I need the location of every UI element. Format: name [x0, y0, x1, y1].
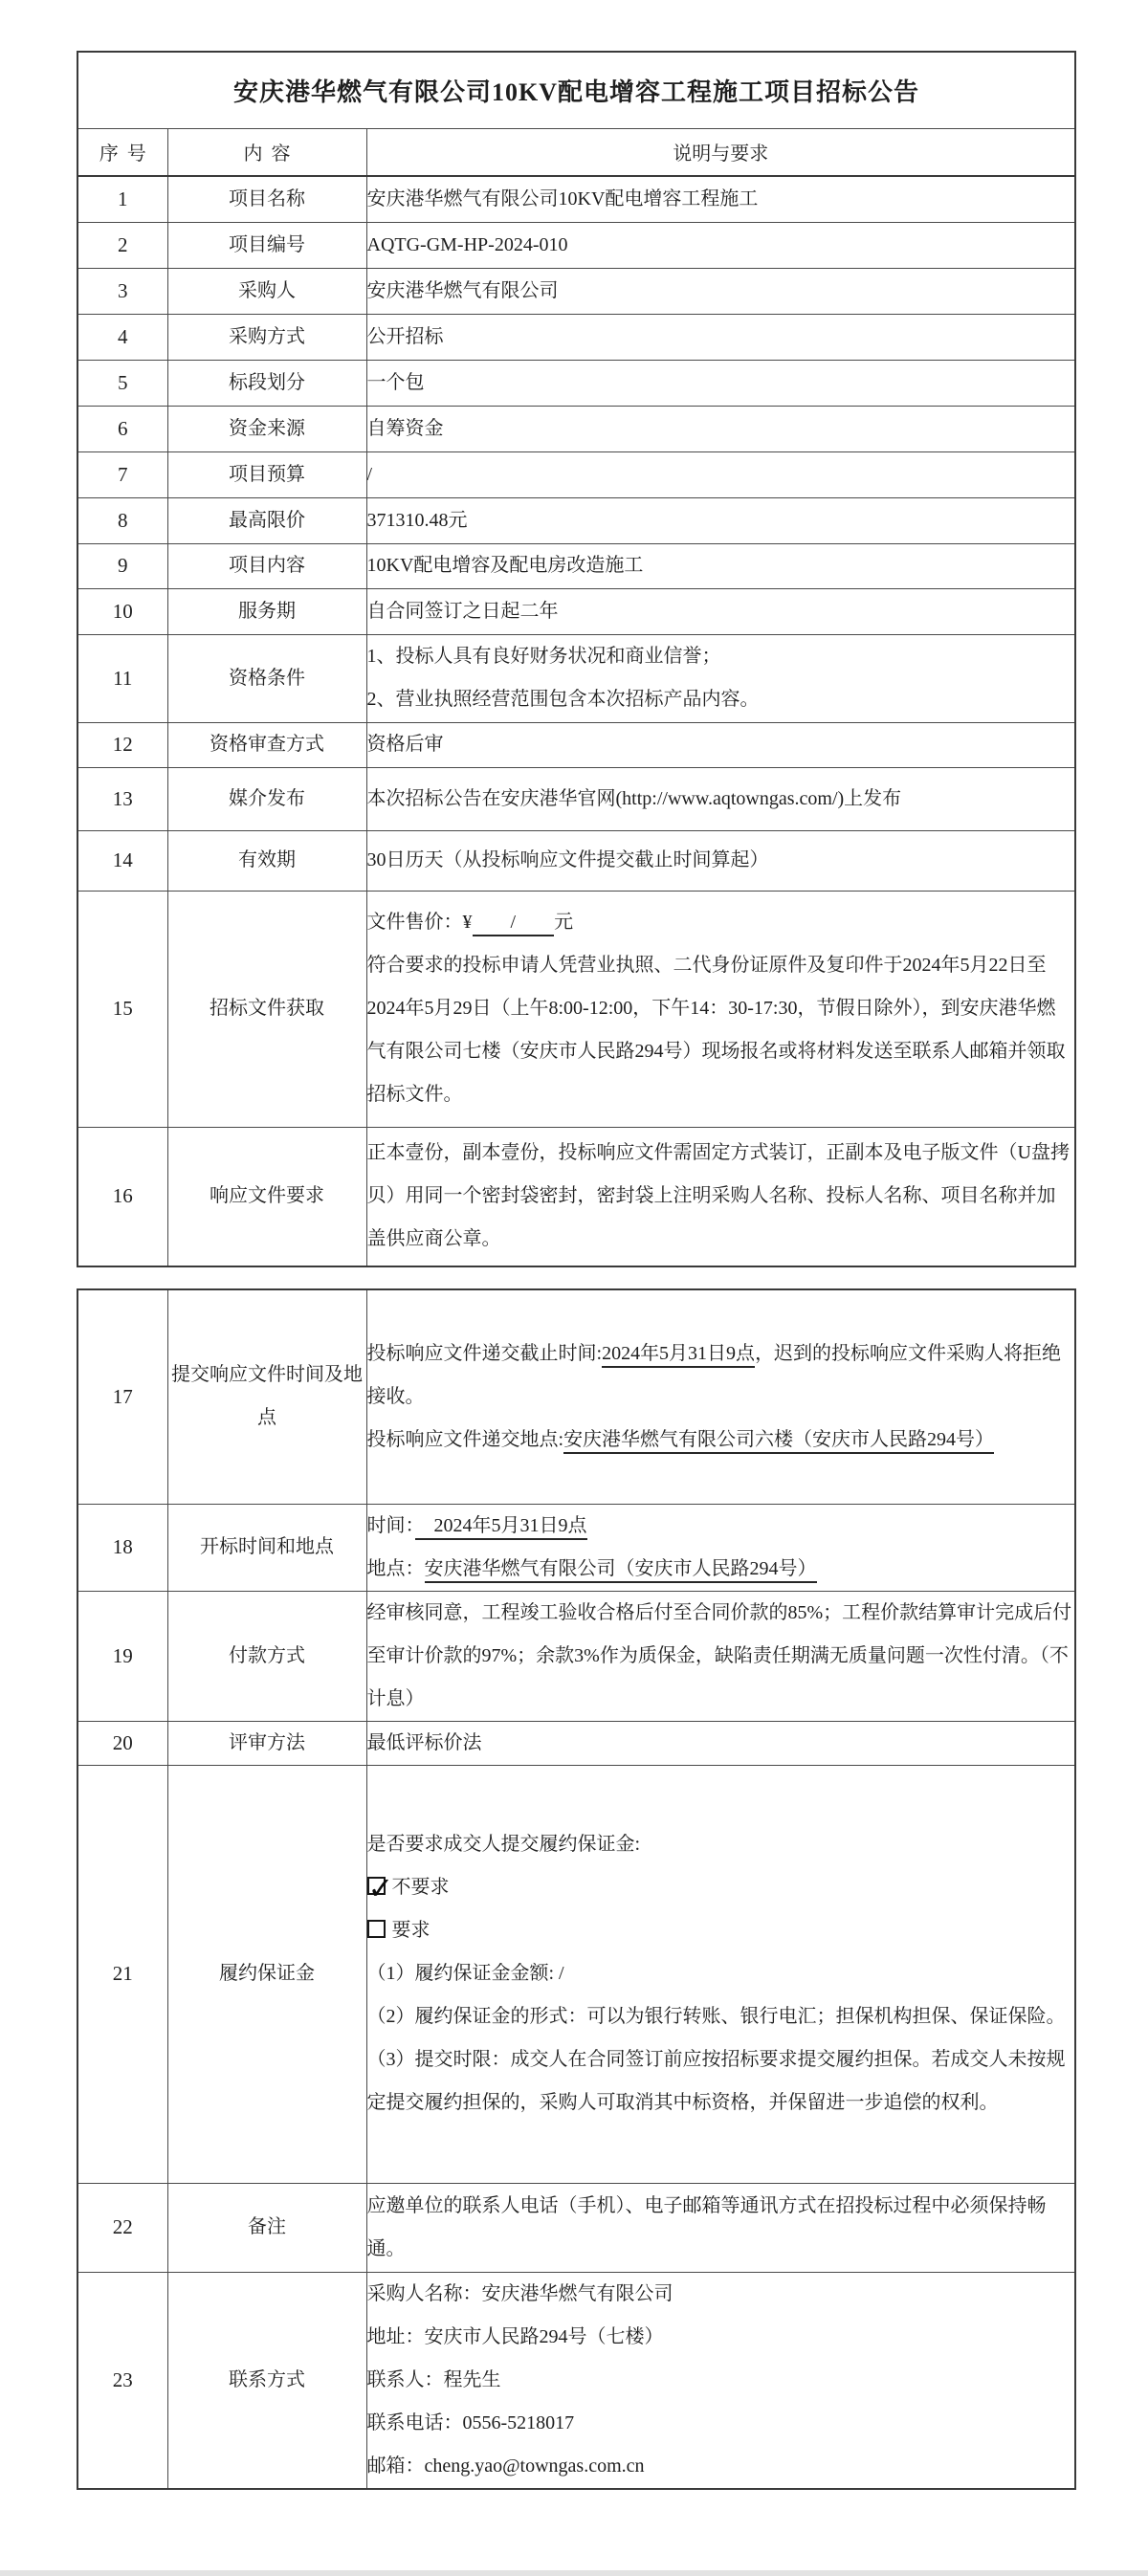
table-row	[77, 634, 1075, 722]
row-label: 标段划分	[167, 360, 366, 406]
row-label: 采购方式	[167, 314, 366, 360]
row-number: 23	[77, 2272, 167, 2489]
row-label: 服务期	[167, 588, 366, 634]
table-row	[77, 222, 1075, 268]
row-description	[366, 268, 1075, 314]
table-row	[77, 406, 1075, 451]
column-header-no: 序号	[77, 128, 167, 176]
row-description	[366, 314, 1075, 360]
table-row	[77, 2183, 1075, 2272]
row-description	[366, 406, 1075, 451]
row-label: 提交响应文件时间及地点	[167, 1289, 366, 1504]
description-line: 371310.48元	[366, 509, 468, 531]
bid-announcement-document	[77, 51, 1074, 2490]
row-label: 联系方式	[167, 2272, 366, 2489]
table-row	[77, 767, 1075, 830]
row-description	[366, 497, 1075, 543]
table-row	[77, 722, 1075, 767]
row-label: 项目预算	[167, 451, 366, 497]
row-number: 2	[77, 222, 167, 268]
row-number: 16	[77, 1127, 167, 1266]
description-line: 投标响应文件递交地点:安庆港华燃气有限公司六楼（安庆市人民路294号）	[367, 1419, 1075, 1462]
row-label: 项目内容	[167, 543, 366, 588]
row-label: 开标时间和地点	[167, 1504, 366, 1591]
table-row	[77, 2272, 1075, 2489]
description-line: 资格后审	[366, 734, 444, 755]
description-line: 本次招标公告在安庆港华官网(http://www.aqtowngas.com/)上发布	[366, 787, 902, 809]
description-line: 正本壹份，副本壹份，投标响应文件需固定方式装订，正副本及电子版文件（U盘拷贝）用同一个密封袋密封，密封袋上注明采购人名称、投标人名称、项目名称并加盖供应商公章。	[366, 1142, 1070, 1250]
description-line: 时间： 2024年5月31日9点	[367, 1505, 1075, 1548]
description-line: 联系人：程先生	[366, 2368, 501, 2390]
row-label: 付款方式	[167, 1591, 366, 1721]
table-row	[77, 588, 1075, 634]
row-label: 招标文件获取	[167, 891, 366, 1127]
description-line: 联系电话：0556-5218017	[366, 2411, 575, 2433]
table-row	[77, 497, 1075, 543]
announcement-table-main	[77, 51, 1076, 1267]
description-line: 文件售价：¥ / 元	[367, 901, 1075, 944]
row-label: 媒介发布	[167, 767, 366, 830]
underlined-value: 安庆港华燃气有限公司（安庆市人民路294号）	[425, 1558, 817, 1583]
underlined-value: /	[473, 912, 555, 936]
row-number: 3	[77, 268, 167, 314]
description-line: 最低评标价法	[366, 1731, 482, 1753]
description-line: 自筹资金	[366, 417, 444, 439]
row-number: 13	[77, 767, 167, 830]
row-description	[366, 830, 1075, 891]
row-description	[366, 767, 1075, 830]
row-number: 6	[77, 406, 167, 451]
table-row	[77, 830, 1075, 891]
row-label: 项目名称	[167, 176, 366, 222]
row-number: 7	[77, 451, 167, 497]
description-line: （1）履约保证金金额: /	[366, 1963, 564, 1984]
table-row	[77, 1765, 1075, 2183]
row-description	[366, 2272, 1075, 2489]
row-number: 4	[77, 314, 167, 360]
table-row	[77, 268, 1075, 314]
row-label: 响应文件要求	[167, 1127, 366, 1266]
description-line: 符合要求的投标申请人凭营业执照、二代身份证原件及复印件于2024年5月22日至2024年5月29日（上午8:00-12:00，下午14：30-17:30，节假日除外），到安庆港华燃气有限公司七楼（安庆市人民路294号）现场报名或将材料发送至联系人邮箱并领取招标文件。	[366, 955, 1066, 1105]
column-header-desc: 说明与要求	[366, 128, 1075, 176]
row-description	[366, 1289, 1075, 1504]
title-row	[77, 52, 1075, 128]
table-row	[77, 1591, 1075, 1721]
row-label: 评审方法	[167, 1721, 366, 1765]
description-line: 地址：安庆市人民路294号（七楼）	[366, 2325, 664, 2347]
page-title: 安庆港华燃气有限公司10KV配电增容工程施工项目招标公告	[77, 52, 1075, 128]
row-number: 14	[77, 830, 167, 891]
description-line: AQTG-GM-HP-2024-010	[366, 233, 568, 255]
column-header-row	[77, 128, 1075, 176]
row-label: 采购人	[167, 268, 366, 314]
description-line: 安庆港华燃气有限公司10KV配电增容工程施工	[366, 187, 759, 209]
row-number: 18	[77, 1504, 167, 1591]
row-number: 19	[77, 1591, 167, 1721]
row-description	[366, 1591, 1075, 1721]
description-line: 要求	[367, 1909, 1075, 1952]
row-label: 履约保证金	[167, 1765, 366, 2183]
row-number: 8	[77, 497, 167, 543]
table-row	[77, 1504, 1075, 1591]
row-description	[366, 2183, 1075, 2272]
row-description	[366, 222, 1075, 268]
description-line: 地点：安庆港华燃气有限公司（安庆市人民路294号）	[367, 1548, 1075, 1591]
description-line: 经审核同意，工程竣工验收合格后付至合同价款的85%；工程价款结算审计完成后付至审计价款的97%；余款3%作为质保金，缺陷责任期满无质量问题一次性付清。（不计息）	[366, 1601, 1072, 1709]
row-label: 有效期	[167, 830, 366, 891]
page-bottom-edge	[0, 2570, 1148, 2576]
description-line: 邮箱：cheng.yao@towngas.com.cn	[366, 2455, 645, 2477]
column-header-label: 内容	[167, 128, 366, 176]
row-label: 资金来源	[167, 406, 366, 451]
row-label: 资格条件	[167, 634, 366, 722]
row-description	[366, 891, 1075, 1127]
row-description	[366, 588, 1075, 634]
table-row	[77, 1289, 1075, 1504]
row-description	[366, 1765, 1075, 2183]
description-line: 安庆港华燃气有限公司	[366, 279, 559, 301]
description-line: 2、营业执照经营范围包含本次招标产品内容。	[366, 689, 760, 710]
underlined-value: 2024年5月31日9点	[602, 1343, 755, 1368]
underlined-value: 安庆港华燃气有限公司六楼（安庆市人民路294号）	[563, 1429, 994, 1454]
row-number: 9	[77, 543, 167, 588]
table-row	[77, 451, 1075, 497]
description-line: 公开招标	[366, 325, 444, 347]
table-row	[77, 1127, 1075, 1266]
row-description	[366, 1127, 1075, 1266]
announcement-table-secondary	[77, 1288, 1076, 2490]
table-row	[77, 176, 1075, 222]
row-number: 21	[77, 1765, 167, 2183]
row-description	[366, 1504, 1075, 1591]
description-line: 自合同签订之日起二年	[366, 600, 559, 622]
row-number: 5	[77, 360, 167, 406]
table-row	[77, 360, 1075, 406]
description-line: （2）履约保证金的形式：可以为银行转账、银行电汇；担保机构担保、保证保险。	[366, 2006, 1066, 2027]
description-line: 采购人名称：安庆港华燃气有限公司	[366, 2282, 673, 2304]
description-line: 10KV配电增容及配电房改造施工	[366, 555, 644, 576]
description-line: 30日历天（从投标响应文件提交截止时间算起）	[366, 849, 769, 870]
row-number: 15	[77, 891, 167, 1127]
row-number: 11	[77, 634, 167, 722]
underlined-value: 2024年5月31日9点	[415, 1515, 587, 1540]
row-description	[366, 1721, 1075, 1765]
row-number: 1	[77, 176, 167, 222]
table-section-gap	[77, 1267, 1074, 1288]
row-description	[366, 176, 1075, 222]
description-line: 应邀单位的联系人电话（手机）、电子邮箱等通讯方式在招投标过程中必须保持畅通。	[366, 2194, 1047, 2259]
description-line: 1、投标人具有良好财务状况和商业信誉；	[366, 646, 721, 667]
row-label: 项目编号	[167, 222, 366, 268]
row-number: 10	[77, 588, 167, 634]
table-row	[77, 1721, 1075, 1765]
row-number: 17	[77, 1289, 167, 1504]
row-description	[366, 543, 1075, 588]
row-description	[366, 722, 1075, 767]
row-description	[366, 451, 1075, 497]
row-description	[366, 634, 1075, 722]
table-row	[77, 543, 1075, 588]
row-number: 20	[77, 1721, 167, 1765]
row-label: 最高限价	[167, 497, 366, 543]
table-row	[77, 891, 1075, 1127]
row-label: 资格审查方式	[167, 722, 366, 767]
row-number: 22	[77, 2183, 167, 2272]
checkbox-checked-icon	[367, 1877, 386, 1895]
checkbox-unchecked-icon	[367, 1920, 386, 1938]
row-number: 12	[77, 722, 167, 767]
description-line: ✓不要求	[367, 1866, 1075, 1909]
row-description	[366, 360, 1075, 406]
row-label: 备注	[167, 2183, 366, 2272]
description-line: 投标响应文件递交截止时间:2024年5月31日9点，迟到的投标响应文件采购人将拒绝接收。	[366, 1342, 1062, 1407]
description-line: （3）提交时限：成交人在合同签订前应按招标要求提交履约担保。若成交人未按规定提交履约担保的，采购人可取消其中标资格，并保留进一步追偿的权利。	[366, 2049, 1066, 2113]
description-line: /	[366, 463, 373, 485]
table-row	[77, 314, 1075, 360]
description-line: 是否要求成交人提交履约保证金:	[366, 1834, 641, 1855]
description-line: 一个包	[366, 371, 425, 393]
